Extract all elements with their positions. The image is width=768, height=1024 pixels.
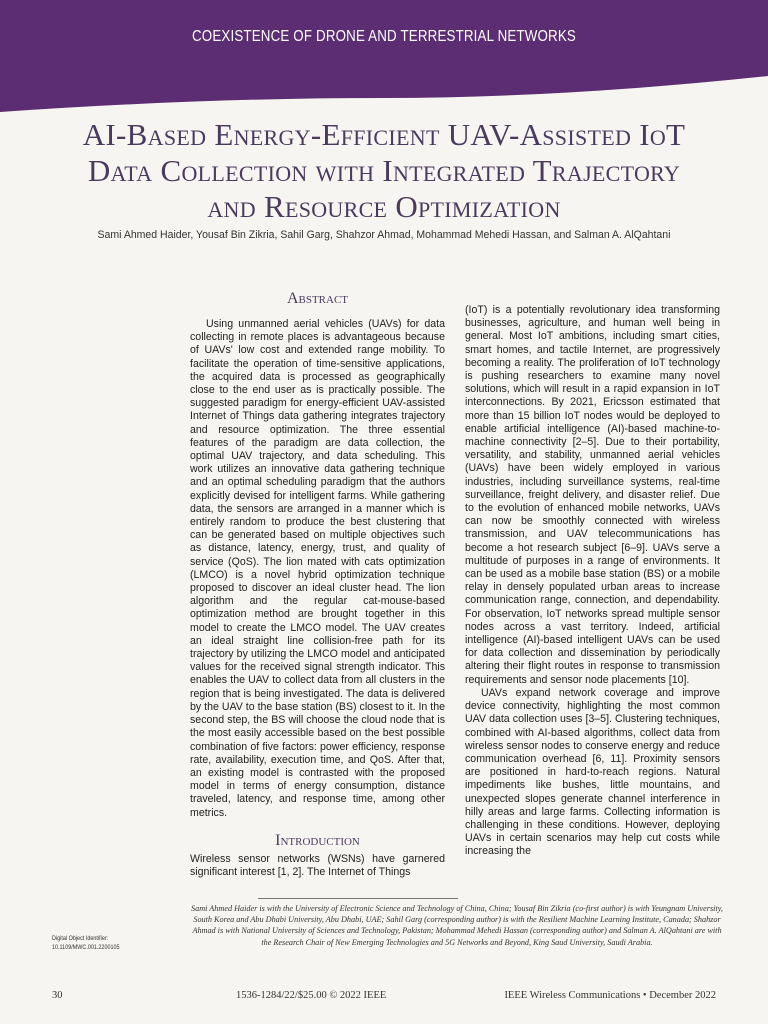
journal-issue: IEEE Wireless Communications • December 2022 — [504, 990, 716, 1001]
header-banner — [0, 0, 768, 118]
introduction-text — [190, 853, 445, 879]
page-number: 30 — [52, 990, 63, 1001]
article-title — [40, 117, 728, 225]
footnote-divider — [258, 898, 458, 899]
author-affiliations-footnote: Sami Ahmed Haider is with the University of Electronic Science and Technology of China, China; Yousaf Bin Zikria (co-first author) is with Yeungnam University, South Korea and Abu Dhabi University, Abu Dhabi, UAE; Sahil Garg (corresponding author) is with the Resilient Machine Learning Institute, Canada; Shahzor Ahmad is with National University of Sciences and Technology, Pakistan; Mohammad Mehedi Hassan (corresponding author) and Salman A. AlQahtani are with the Research Chair of New Emerging Technologies and 5G Networks and Beyond, King Saud University, Saudi Arabia. — [191, 904, 723, 947]
doi-block — [52, 935, 163, 952]
introduction-paragraph: Wireless sensor networks (WSNs) have garnered significant interest [1, 2]. The Internet of Things — [190, 853, 445, 879]
doi-value: 10.1109/MWC.001.2200105 — [52, 943, 120, 951]
title-line: AI-Based Energy-Efficient UAV-Assisted IoT — [82, 117, 686, 152]
body-paragraph: (IoT) is a potentially revolutionary idea transforming businesses, agriculture, and human well being in general. Most IoT ambitions, including smart cities, smart homes, and tactile Internet, are progressively becoming a reality. The proliferation of IoT technology is pushing researchers to examine many novel solutions, which will result in a rapid expansion in IoT interconnections. By 2021, Ericsson estimated that more than 15 billion IoT nodes would be deployed to enable artificial intelligence (AI)-based machine-to-machine connectivity [2–5]. Due to their portability, versatility, and stability, unmanned aerial vehicles (UAVs) have been widely employed in various industries, including surveillance systems, real-time surveillance, freight delivery, and disaster relief. Due to the evolution of enhanced mobile networks, UAVs can now be smoothly connected with wireless transmission, and UAV telecommunications has become a hot research subject [6–9]. UAVs serve a multitude of purposes in a range of environments. It can be used as a mobile base station (BS) or a mobile relay in densely populated urban areas to increase communication range, connection, and dependability. For observation, IoT networks spread multiple sensor nodes across a vast territory. Indeed, artificial intelligence (AI)-based intelligent UAVs can be used for data collection and dissemination by periodically altering their flight routes in response to transmission requirements and sensor node placements [10]. — [465, 304, 720, 686]
author-list: Sami Ahmed Haider, Yousaf Bin Zikria, Sahil Garg, Shahzor Ahmad, Mohammad Mehedi Hassan, and Salman A. AlQahtani — [97, 229, 671, 241]
abstract-text — [190, 318, 445, 820]
introduction-heading: Introduction — [275, 832, 360, 849]
section-label: COEXISTENCE OF DRONE AND TERRESTRIAL NETWORKS — [191, 28, 576, 45]
body-paragraph: UAVs expand network coverage and improve device connectivity, highlighting the most common UAV data collection uses [3–5]. Clustering techniques, combined with AI-based algorithms, collect data from wireless sensor nodes to conserve energy and reduce communication overhead [6, 11]. Proximity sensors are positioned in hard-to-reach regions. Natural impediments like bushes, little mountains, and unexpected slopes generate channel interference in hilly areas and large farms. Collecting information is challenging in these conditions. However, deploying UAVs in certain scenarios may help cut costs while increasing the — [465, 686, 720, 858]
issn-copyright: 1536-1284/22/$25.00 © 2022 IEEE — [236, 990, 387, 1001]
title-line: Data Collection with Integrated Trajectory — [87, 153, 681, 188]
body-right-column — [465, 304, 720, 859]
abstract-paragraph: Using unmanned aerial vehicles (UAVs) for data collecting in remote places is advantageous because of UAVs' low cost and extended range mobility. To facilitate the operation of time-sensitive applications, the acquired data is processed as geographically close to the end user as is practically possible. The suggested paradigm for energy-efficient UAV-assisted Internet of Things data gathering integrates trajectory and resource optimization. The three essential features of the paradigm are data collection, the optimal UAV trajectory, and data scheduling. This work utilizes an innovative data gathering technique and an optimal scheduling paradigm that the authors explicitly devised for intelligent farms. While gathering data, the sensors are arranged in a manner which is entirely random to produce the best clustering that can be generated based on multiple objectives such as distance, latency, energy, trust, and quality of service (QoS). The lion mated with cats optimization (LMCO) is a novel hybrid optimization technique proposed to discover an ideal cluster head. The lion algorithm and the regular cat-mouse-based optimization method are brought together in this model to create the LMCO model. The UAV creates an ideal straight line collision-free path for its trajectory by utilizing the LMCO model and anticipated values for the received signal strength indicator. This enables the UAV to collect data from all clusters in the region that is being investigated. The data is delivered by the UAV to the base station (BS) closest to it. In the second step, the BS will choose the cloud node that is the most easily accessible based on the best possible combination of five factors: power efficiency, response rate, availability, execution time, and QoS. After that, an existing model is contrasted with the proposed model in terms of energy consumption, distance traveled, latency, and response time, among other metrics. — [190, 318, 445, 819]
abstract-heading: Abstract — [286, 290, 349, 307]
doi-label: Digital Object Identifier: — [52, 935, 109, 942]
banner-shape — [0, 0, 768, 118]
title-line: and Resource Optimization — [207, 189, 561, 224]
